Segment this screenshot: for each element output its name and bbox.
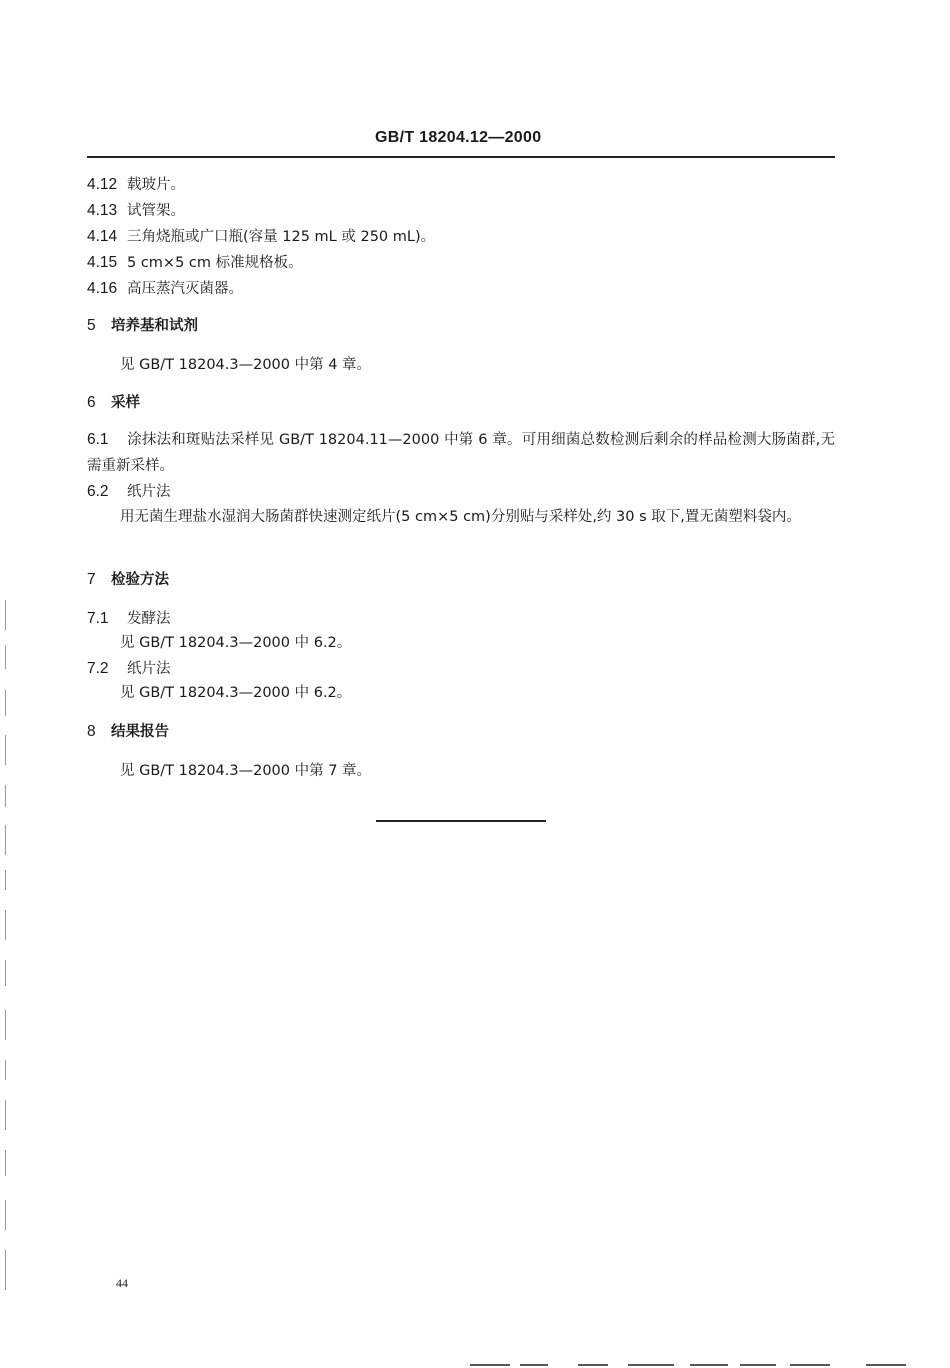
clause-7-1-text: 见 GB/T 18204.3—2000 中 6.2。	[120, 635, 352, 651]
section-8-heading	[87, 722, 169, 742]
scan-edge-dash	[866, 1364, 906, 1366]
scan-margin-mark	[5, 960, 6, 986]
clause-6-2-text: 用无菌生理盐水湿润大肠菌群快速测定纸片(5 cm×5 cm)分别贴与采样处,约 30 s 取下,置无菌塑料袋内。	[120, 509, 801, 525]
item-number: 4.15	[87, 254, 118, 271]
scan-margin-mark	[5, 645, 6, 669]
section-7-heading	[87, 570, 169, 590]
scan-margin-mark	[5, 735, 6, 765]
header-rule	[87, 156, 835, 158]
clause-7-2-heading	[87, 659, 171, 679]
clause-text: 涂抹法和斑贴法采样见 GB/T 18204.11—2000 中第 6 章。可用细菌总数检测后剩余的样品检测大肠菌群,无需重新采样。	[87, 432, 835, 474]
scan-margin-mark	[5, 870, 6, 890]
item-text: 高压蒸汽灭菌器。	[127, 281, 243, 297]
clause-number: 6.2	[87, 483, 109, 500]
section-6-heading	[87, 393, 140, 413]
clause-number: 7.1	[87, 610, 109, 627]
section-number: 5	[87, 317, 96, 334]
item-number: 4.13	[87, 202, 118, 219]
clause-6-1	[87, 427, 835, 479]
section-title: 结果报告	[111, 724, 169, 740]
section-title: 培养基和试剂	[111, 318, 198, 334]
scan-margin-mark	[5, 785, 6, 807]
section-5-body: 见 GB/T 18204.3—2000 中第 4 章。	[120, 357, 372, 373]
section-number: 8	[87, 723, 96, 740]
scan-edge-dash	[690, 1364, 728, 1366]
page-number: 44	[116, 1276, 128, 1290]
scan-edge-dash	[470, 1364, 510, 1366]
clause-title: 纸片法	[127, 484, 171, 500]
clause-title: 纸片法	[127, 661, 171, 677]
scan-margin-mark	[5, 825, 6, 855]
section-8-body: 见 GB/T 18204.3—2000 中第 7 章。	[120, 763, 372, 779]
item-text: 5 cm×5 cm 标准规格板。	[127, 255, 303, 271]
section-title: 检验方法	[111, 572, 169, 588]
section-5-heading	[87, 316, 198, 336]
list-item	[87, 253, 303, 273]
standard-code-header: GB/T 18204.12—2000	[375, 129, 542, 146]
scan-margin-mark	[5, 1250, 6, 1290]
item-text: 载玻片。	[127, 177, 185, 193]
item-number: 4.16	[87, 280, 118, 297]
scan-margin-mark	[5, 1200, 6, 1230]
item-number: 4.14	[87, 228, 118, 245]
scan-edge-dash	[578, 1364, 608, 1366]
section-title: 采样	[111, 395, 140, 411]
scan-edge-dash	[790, 1364, 830, 1366]
scan-margin-mark	[5, 1060, 6, 1080]
list-item	[87, 279, 243, 299]
section-number: 7	[87, 571, 96, 588]
clause-7-1-heading	[87, 609, 171, 629]
item-number: 4.12	[87, 176, 118, 193]
scan-edge-dash	[740, 1364, 776, 1366]
section-number: 6	[87, 394, 96, 411]
clause-6-2-heading	[87, 482, 171, 502]
list-item	[87, 201, 185, 221]
clause-number: 7.2	[87, 660, 109, 677]
scan-margin-mark	[5, 600, 6, 630]
end-of-text-rule	[376, 820, 546, 822]
clause-7-2-text: 见 GB/T 18204.3—2000 中 6.2。	[120, 685, 352, 701]
scan-margin-mark	[5, 690, 6, 716]
item-text: 试管架。	[127, 203, 185, 219]
list-item	[87, 227, 435, 247]
item-text: 三角烧瓶或广口瓶(容量 125 mL 或 250 mL)。	[127, 229, 436, 245]
scan-margin-mark	[5, 1100, 6, 1130]
list-item	[87, 175, 185, 195]
scan-margin-mark	[5, 1010, 6, 1040]
scan-margin-mark	[5, 1150, 6, 1176]
clause-number: 6.1	[87, 431, 109, 448]
clause-title: 发酵法	[127, 611, 171, 627]
scan-edge-dash	[628, 1364, 674, 1366]
scan-margin-mark	[5, 910, 6, 940]
scan-edge-dash	[520, 1364, 548, 1366]
